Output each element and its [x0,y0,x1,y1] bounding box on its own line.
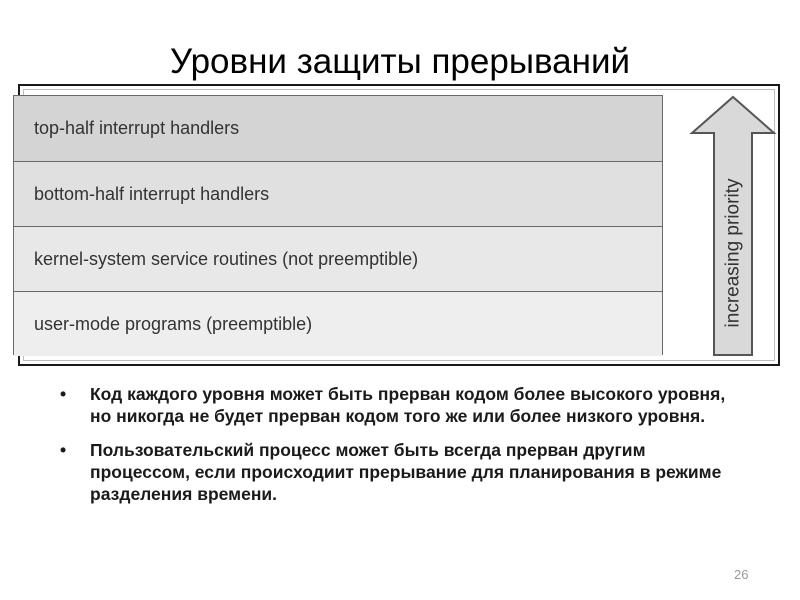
bullet-marker: • [60,440,67,460]
arrow-label: increasing priority [722,178,744,328]
bullet-marker: • [60,384,67,404]
increasing-priority-arrow [688,95,778,357]
layer-bottom-half-handlers [14,161,662,226]
bullet-text: Код каждого уровня может быть прерван кодом более высокого уровня, но никогда не будет прерван кодом того же или более низкого уровня. [90,384,726,426]
bullet-item [60,383,740,427]
layer-user-mode-programs [14,291,662,356]
layer-top-half-handlers [14,96,662,161]
layer-kernel-service-routines [14,226,662,291]
protection-levels-stack [13,95,663,355]
bullet-text: Пользовательский процесс может быть всегда прерван другим процессом, если происходиит прерывание для планирования в режиме разделения времени. [90,440,722,504]
layer-label: top-half interrupt handlers [34,118,240,138]
layer-label: bottom-half interrupt handlers [34,183,270,204]
page-number: 26 [734,567,749,582]
layer-label: user-mode programs (preemptible) [34,313,313,334]
bullet-list [60,383,740,517]
bullet-item [60,439,740,505]
slide-title: Уровни защиты прерываний [169,42,631,81]
layer-label: kernel-system service routines (not preemptible) [34,248,419,269]
